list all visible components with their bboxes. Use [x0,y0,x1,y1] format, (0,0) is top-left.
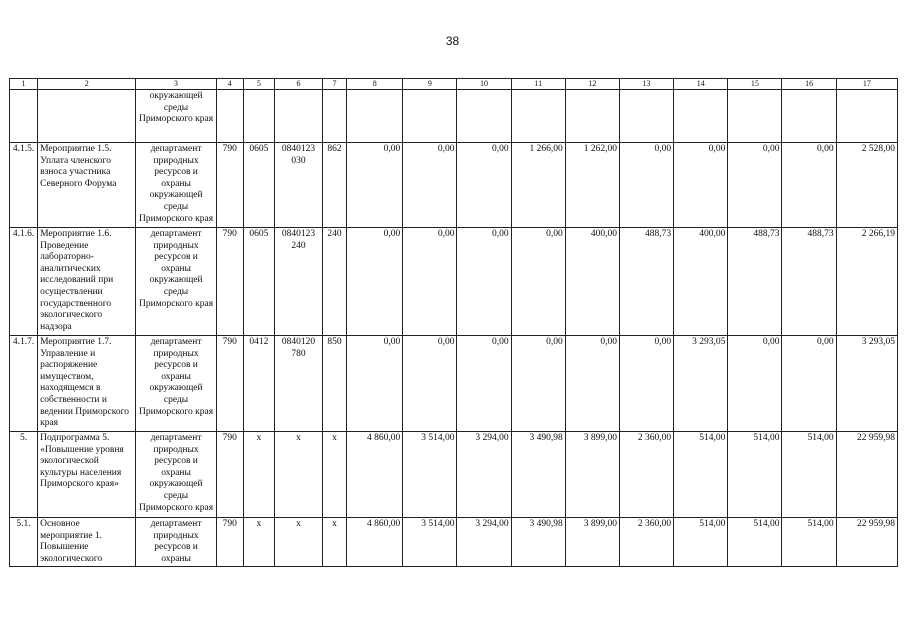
column-number-cell: 14 [674,79,728,90]
target-article-cell: 0840120 780 [274,336,322,432]
section-code-cell: 0605 [243,228,274,336]
column-number-cell: 1 [10,79,38,90]
column-number-cell: 8 [347,79,403,90]
value-cell: 514,00 [782,432,836,518]
value-cell: 400,00 [565,228,619,336]
table-row [10,336,898,432]
value-cell: 4 860,00 [347,432,403,518]
grbs-code-cell: 790 [216,518,243,567]
grbs-code-cell [216,90,243,143]
value-cell: 1 266,00 [511,143,565,228]
activity-name-cell: Основное мероприятие 1. Повышение экологического [38,518,136,567]
value-cell [457,90,511,143]
value-cell [674,90,728,143]
value-cell: 514,00 [728,432,782,518]
page-number: 38 [445,34,460,48]
value-cell: 3 899,00 [565,518,619,567]
section-code-cell: х [243,432,274,518]
value-cell: 0,00 [619,336,673,432]
value-cell: 0,00 [565,336,619,432]
expense-type-cell: х [323,518,347,567]
column-number-cell: 2 [38,79,136,90]
column-number-cell: 12 [565,79,619,90]
value-cell: 3 294,00 [457,432,511,518]
table-row [10,90,898,143]
value-cell: 0,00 [457,336,511,432]
executor-cell: департамент природных ресурсов и охраны [136,518,216,567]
row-number-cell: 4.1.5. [10,143,38,228]
value-cell: 22 959,98 [836,518,897,567]
value-cell: 2 266,19 [836,228,897,336]
value-cell [347,90,403,143]
target-article-cell: 0840123 240 [274,228,322,336]
value-cell [403,90,457,143]
value-cell: 3 899,00 [565,432,619,518]
value-cell: 400,00 [674,228,728,336]
section-code-cell: 0605 [243,143,274,228]
table-row [10,432,898,518]
value-cell [619,90,673,143]
executor-cell: департамент природных ресурсов и охраны окружающей среды Приморского края [136,432,216,518]
column-number-cell: 9 [403,79,457,90]
row-number-cell [10,90,38,143]
value-cell: 514,00 [674,518,728,567]
table-row [10,518,898,567]
value-cell: 3 514,00 [403,518,457,567]
column-number-cell: 3 [136,79,216,90]
value-cell: 3 293,05 [674,336,728,432]
section-code-cell: 0412 [243,336,274,432]
column-number-cell: 16 [782,79,836,90]
value-cell: 0,00 [782,336,836,432]
column-number-cell: 11 [511,79,565,90]
column-number-row [10,79,898,90]
target-article-cell: 0840123 030 [274,143,322,228]
value-cell: 22 959,98 [836,432,897,518]
value-cell [782,90,836,143]
column-number-cell: 6 [274,79,322,90]
grbs-code-cell: 790 [216,432,243,518]
executor-cell: департамент природных ресурсов и охраны окружающей среды Приморского края [136,143,216,228]
column-number-cell: 10 [457,79,511,90]
value-cell: 4 860,00 [347,518,403,567]
executor-cell: департамент природных ресурсов и охраны окружающей среды Приморского края [136,228,216,336]
activity-name-cell: Мероприятие 1.5. Уплата членского взноса участника Северного Форума [38,143,136,228]
budget-table [9,78,898,567]
grbs-code-cell: 790 [216,228,243,336]
table-row [10,228,898,336]
value-cell: 488,73 [619,228,673,336]
value-cell: 0,00 [782,143,836,228]
activity-name-cell: Мероприятие 1.6. Проведение лабораторно-аналитических исследований при осуществлении государственного экологического надзора [38,228,136,336]
value-cell [565,90,619,143]
activity-name-cell: Мероприятие 1.7. Управление и распоряжение имуществом, находящемся в собственности и ведении Приморского края [38,336,136,432]
value-cell [511,90,565,143]
column-number-cell: 7 [323,79,347,90]
value-cell: 3 490,98 [511,432,565,518]
value-cell: 0,00 [728,336,782,432]
value-cell: 0,00 [511,336,565,432]
target-article-cell [274,90,322,143]
value-cell: 0,00 [457,228,511,336]
value-cell: 514,00 [728,518,782,567]
value-cell [836,90,897,143]
column-number-cell: 13 [619,79,673,90]
expense-type-cell: 240 [323,228,347,336]
value-cell: 0,00 [403,143,457,228]
value-cell [728,90,782,143]
value-cell: 1 262,00 [565,143,619,228]
value-cell: 2 528,00 [836,143,897,228]
row-number-cell: 4.1.7. [10,336,38,432]
value-cell: 0,00 [347,336,403,432]
row-number-cell: 5. [10,432,38,518]
executor-cell: окружающей среды Приморского края [136,90,216,143]
value-cell: 2 360,00 [619,518,673,567]
column-number-cell: 17 [836,79,897,90]
grbs-code-cell: 790 [216,336,243,432]
value-cell: 0,00 [403,228,457,336]
row-number-cell: 5.1. [10,518,38,567]
value-cell: 3 514,00 [403,432,457,518]
table-row [10,143,898,228]
activity-name-cell: Подпрограмма 5. «Повышение уровня экологической культуры населения Приморского края» [38,432,136,518]
column-number-cell: 4 [216,79,243,90]
section-code-cell [243,90,274,143]
value-cell: 0,00 [728,143,782,228]
executor-cell: департамент природных ресурсов и охраны окружающей среды Приморского края [136,336,216,432]
value-cell: 0,00 [347,228,403,336]
column-number-cell: 5 [243,79,274,90]
value-cell: 0,00 [674,143,728,228]
value-cell: 0,00 [347,143,403,228]
value-cell: 488,73 [782,228,836,336]
grbs-code-cell: 790 [216,143,243,228]
expense-type-cell [323,90,347,143]
target-article-cell: х [274,432,322,518]
expense-type-cell: 850 [323,336,347,432]
target-article-cell: х [274,518,322,567]
section-code-cell: х [243,518,274,567]
value-cell: 3 294,00 [457,518,511,567]
expense-type-cell: 862 [323,143,347,228]
value-cell: 514,00 [674,432,728,518]
column-number-cell: 15 [728,79,782,90]
value-cell: 0,00 [619,143,673,228]
value-cell: 2 360,00 [619,432,673,518]
value-cell: 0,00 [457,143,511,228]
value-cell: 514,00 [782,518,836,567]
value-cell: 3 293,05 [836,336,897,432]
value-cell: 488,73 [728,228,782,336]
value-cell: 0,00 [511,228,565,336]
row-number-cell: 4.1.6. [10,228,38,336]
expense-type-cell: х [323,432,347,518]
activity-name-cell [38,90,136,143]
value-cell: 0,00 [403,336,457,432]
value-cell: 3 490,98 [511,518,565,567]
